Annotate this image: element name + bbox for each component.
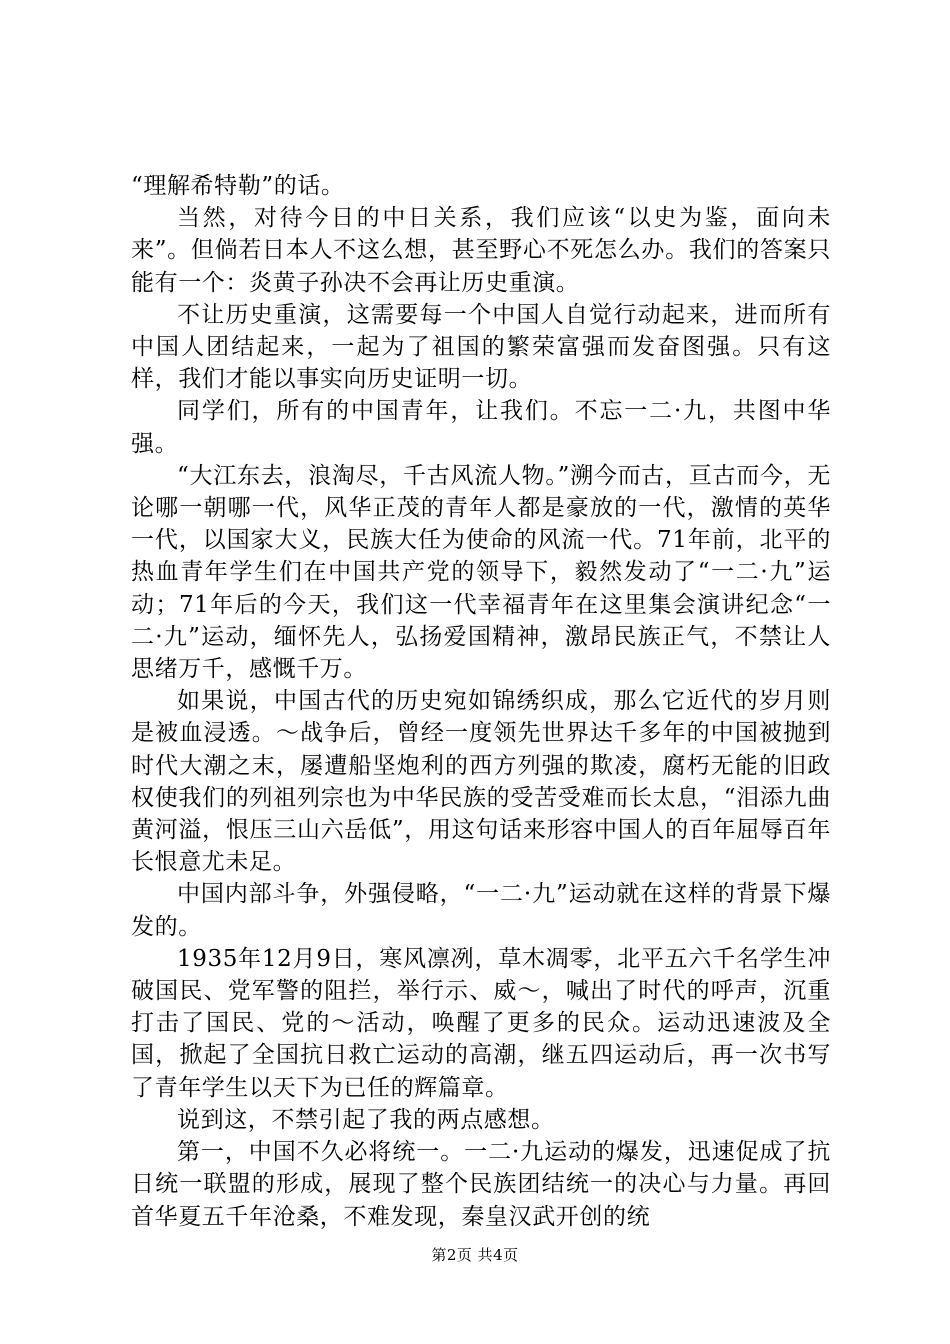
paragraph: 中国内部斗争，外强侵略，“一二·九”运动就在这样的背景下爆发的。 <box>131 881 831 940</box>
paragraph: “大江东去，浪淘尽，千古风流人物。”溯今而古，亘古而今，无论哪一朝哪一代，风华正茂的青年人都是豪放的一代，激情的英华一代，以国家大义，民族大任为使命的风流一代。71年前，北平的热血青年学生们在中国共产党的领导下，毅然发动了“一二·九”运动；71年后的今天，我们这一代幸福青年在这里集会演讲纪念“一二·九”运动，缅怀先人，弘扬爱国精神，激昂民族正气，不禁让人思绪万千，感慨千万。 <box>131 462 831 683</box>
paragraph: 1935年12月9日，寒风凛冽，草木凋零，北平五六千名学生冲破国民、党军警的阻拦，举行示、威～，喊出了时代的呼声，沉重打击了国民、党的～活动，唤醒了更多的民众。运动迅速波及全国，掀起了全国抗日救亡运动的高潮，继五四运动后，再一次书写了青年学生以天下为已任的辉篇章。 <box>131 945 831 1101</box>
paragraph: 不让历史重演，这需要每一个中国人自觉行动起来，进而所有中国人团结起来，一起为了祖国的繁荣富强而发奋图强。只有这样，我们才能以事实向历史证明一切。 <box>131 301 831 393</box>
paragraph: 当然，对待今日的中日关系，我们应该“以史为鉴，面向未来”。但倘若日本人不这么想，甚至野心不死怎么办。我们的答案只能有一个：炎黄子孙决不会再让历史重演。 <box>131 205 831 296</box>
document-body <box>131 170 831 1233</box>
paragraph-continuation: “理解希特勒”的话。 <box>131 173 345 199</box>
paragraph: 如果说，中国古代的历史宛如锦绣织成，那么它近代的岁月则是被血浸透。～战争后，曾经一度领先世界达千多年的中国被抛到时代大潮之末，屡遭船坚炮利的西方列强的欺凌，腐朽无能的旧政权使我们的列祖列宗也为中华民族的受苦受难而长太息，“泪添九曲黄河溢，恨压三山六岳低”，用这句话来形容中国人的百年屈辱百年长恨意尤未足。 <box>131 688 831 876</box>
paragraph: 说到这，不禁引起了我的两点感想。 <box>177 1106 555 1133</box>
paragraph: 第一，中国不久必将统一。一二·九运动的爆发，迅速促成了抗日统一联盟的形成，展现了整个民族团结统一的决心与力量。再回首华夏五千年沧桑，不难发现，秦皇汉武开创的统 <box>131 1139 831 1230</box>
page-footer: 第2页 共4页 <box>431 1246 519 1264</box>
paragraph: 同学们，所有的中国青年，让我们。不忘一二·九，共图中华强。 <box>131 398 831 457</box>
